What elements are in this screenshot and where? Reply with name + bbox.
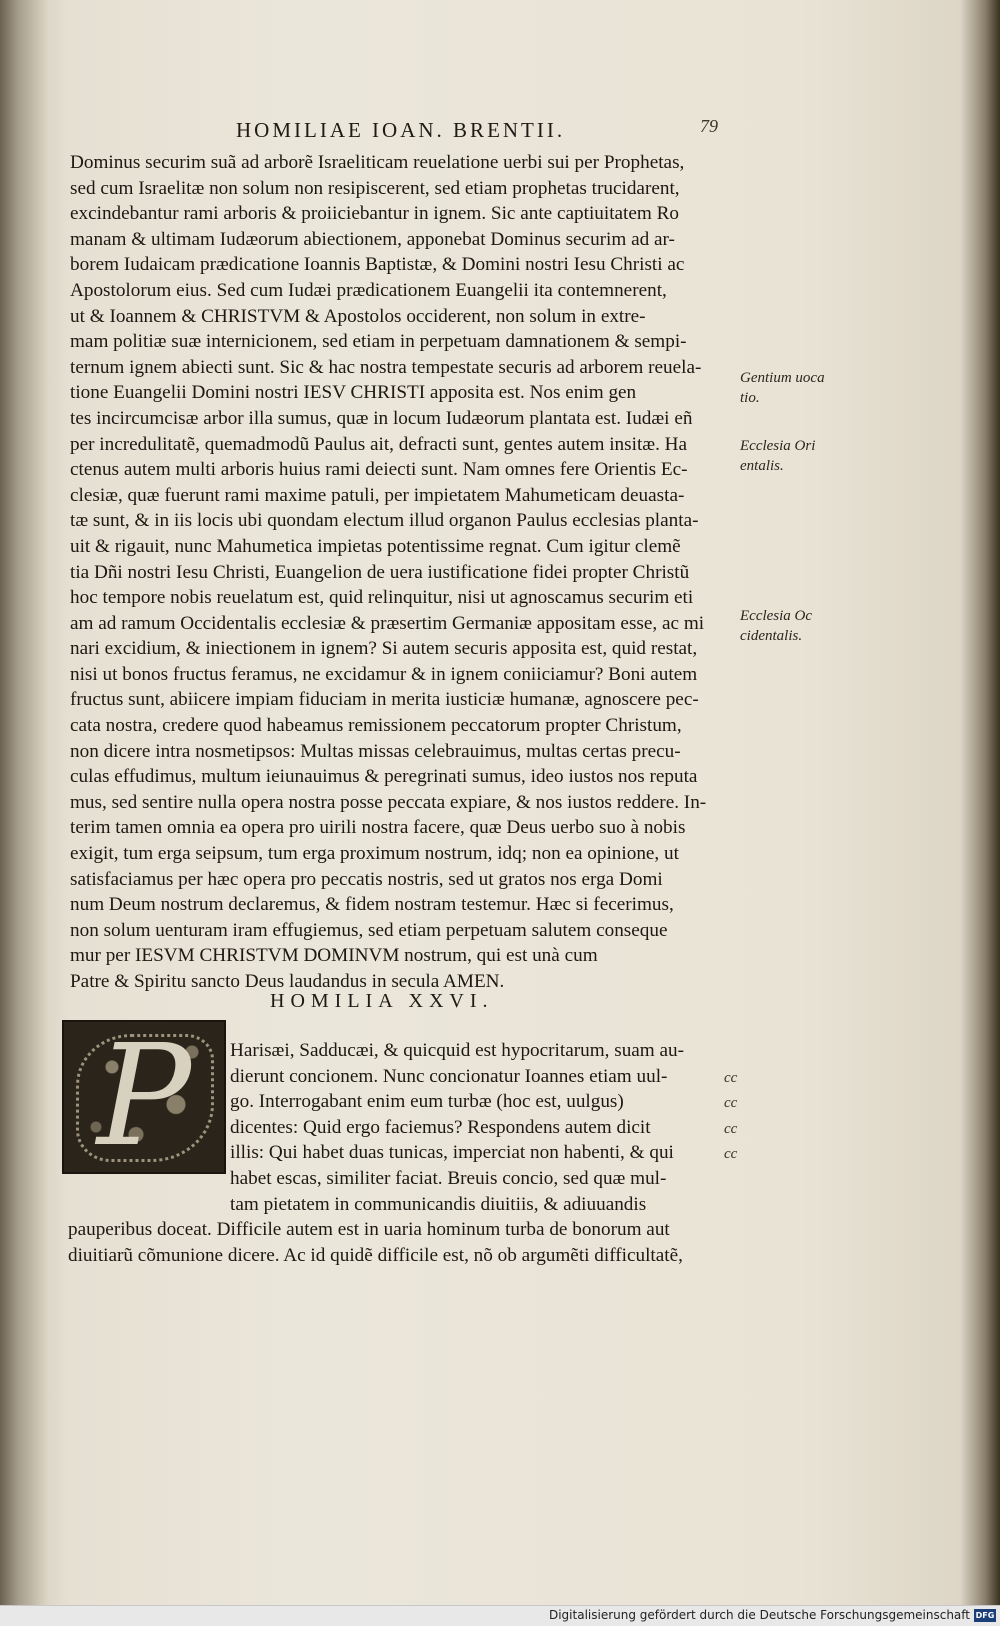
text-line: num Deum nostrum declaremus, & fidem nostram testemur. Hæc si fecerimus, xyxy=(70,894,674,916)
section-title: HOMILIA XXVI. xyxy=(270,990,494,1012)
text-line: ternum ignem abiecti sunt. Sic & hac nostra tempestate securis ad arborem reuela- xyxy=(70,356,702,378)
quote-mark: cc xyxy=(724,1069,738,1086)
text-line: Harisæi, Sadducæi, & quicquid est hypocritarum, suam au- xyxy=(230,1040,685,1061)
text-line: pauperibus doceat. Difficile autem est in uaria hominum turba de bonorum aut xyxy=(68,1219,670,1241)
text-line: tes incircumcisæ arbor illa sumus, quæ in locum Iudæorum plantata est. Iudæi eñ xyxy=(70,407,693,429)
text-line: Dominus securim suã ad arborẽ Israeliticam reuelatione uerbi sui per Prophetas, xyxy=(70,152,685,173)
margin-note-ecclesia-orientalis: Ecclesia Ori entalis. xyxy=(740,438,816,474)
text-line: culas effudimus, multum ieiunauimus & peregrinati sumus, ideo iustos nos reputa xyxy=(70,766,698,788)
text-line: mam politiæ suæ internicionem, sed etiam in perpetuam damnationem & sempi- xyxy=(70,331,687,353)
initial-letter: P xyxy=(96,1015,192,1178)
text-line: dicentes: Quid ergo faciemus? Respondens autem dicit xyxy=(230,1116,651,1138)
text-line: ctenus autem multi arboris huius rami deiecti sunt. Nam omnes fere Orientis Ec- xyxy=(70,459,688,481)
funding-notice: Digitalisierung gefördert durch die Deutsche Forschungsgemeinschaft xyxy=(548,1608,970,1622)
text-line: satisfaciamus per hæc opera pro peccatis nostris, sed ut gratos nos erga Domi xyxy=(70,868,663,890)
text-line: diuitiarũ cõmunione dicere. Ac id quidẽ difficile est, nõ ob argumẽti difficultatẽ, xyxy=(68,1244,683,1266)
text-line: go. Interrogabant enim eum turbæ (hoc est, uulgus) xyxy=(230,1091,624,1113)
text-line: ut & Ioannem & CHRISTVM & Apostolos occiderent, non solum in extre- xyxy=(70,305,646,327)
text-line: illis: Qui habet duas tunicas, imperciat non habenti, & qui xyxy=(230,1142,674,1164)
text-line: fructus sunt, abiicere impiam fiduciam in merita iusticiæ humanæ, agnoscere pec- xyxy=(70,689,699,711)
text-line: tia Dñi nostri Iesu Christi, Euangelion de uera iustificatione fidei propter Christũ xyxy=(70,561,690,583)
quotation-marks xyxy=(724,1040,737,1168)
margin-note-gentium: Gentium uoca tio. xyxy=(740,370,825,406)
text-line: exigit, tum erga seipsum, tum erga proximum nostrum, idq; non ea opinione, ut xyxy=(70,843,679,865)
text-line: hoc tempore nobis reuelatum est, quid relinquitur, nisi ut agnoscamus securim eti xyxy=(70,587,694,609)
page-gutter-shadow xyxy=(0,0,48,1625)
margin-note-ecclesia-occidentalis: Ecclesia Oc cidentalis. xyxy=(740,608,813,644)
text-line: terim tamen omnia ea opera pro uirili nostra facere, quæ Deus uerbo suo à nobis xyxy=(70,817,686,839)
text-line: Apostolorum eius. Sed cum Iudæi prædicationem Euangelii ita contemnerent, xyxy=(70,279,667,301)
text-line: mur per IESVM CHRISTVM DOMINVM nostrum, qui est unà cum xyxy=(70,945,598,967)
quote-mark: cc xyxy=(724,1095,738,1112)
text-line: Patre & Spiritu sancto Deus laudandus in secula AMEN. xyxy=(70,971,505,992)
main-text-block xyxy=(70,150,718,995)
text-line: manam & ultimam Iudæorum abiectionem, apponebat Dominus securim ad ar- xyxy=(70,228,675,250)
quote-mark: cc xyxy=(724,1120,738,1137)
text-line: excindebantur rami arboris & proiiciebantur in ignem. Sic ante captiuitatem Ro xyxy=(70,203,680,225)
text-line: non dicere intra nosmetipsos: Multas missas celebrauimus, multas certas precu- xyxy=(70,740,681,762)
text-line: per incredulitatẽ, quemadmodũ Paulus ait, defracti sunt, gentes autem insitæ. Ha xyxy=(70,433,688,455)
quote-mark: cc xyxy=(724,1146,738,1163)
footer-bar xyxy=(0,1605,1000,1626)
dfg-logo: DFG xyxy=(975,1611,995,1620)
text-line: non solum uenturam iram effugiemus, sed etiam perpetuam salutem conseque xyxy=(70,919,668,941)
homily-text-block xyxy=(68,1038,718,1268)
text-line: uit & rigauit, nunc Mahumetica impietas potentissime regnat. Cum igitur clemẽ xyxy=(70,535,681,557)
text-line: borem Iudaicam prædicatione Ioannis Baptistæ, & Domini nostri Iesu Christi ac xyxy=(70,254,685,276)
text-line: dierunt concionem. Nunc concionatur Ioannes etiam uul- xyxy=(230,1065,668,1087)
text-line: tione Euangelii Domini nostri IESV CHRISTI apposita est. Nos enim gen xyxy=(70,382,637,404)
text-line: am ad ramum Occidentalis ecclesiæ & præsertim Germaniæ appositam esse, ac mi xyxy=(70,612,705,634)
text-line: tæ sunt, & in iis locis ubi quondam electum illud organon Paulus ecclesias planta- xyxy=(70,510,699,532)
text-line: mus, sed sentire nulla opera nostra posse peccata expiare, & nos iustos reddere. In- xyxy=(70,791,707,813)
text-line: clesiæ, quæ fuerunt rami maxime patuli, per impietatem Mahumeticam deuasta- xyxy=(70,484,685,506)
text-line: cata nostra, credere quod habeamus remissionem peccatorum propter Christum, xyxy=(70,715,682,737)
text-line: sed cum Israelitæ non solum non resipiscerent, sed etiam prophetas trucidarent, xyxy=(70,177,680,199)
text-line: habet escas, similiter faciat. Breuis concio, sed quæ mul- xyxy=(230,1167,667,1189)
text-line: nisi ut bonos fructus feramus, ne excidamur & in ignem coniiciamur? Boni autem xyxy=(70,663,698,685)
folio-number: 79 xyxy=(700,116,718,136)
running-head: HOMILIAE IOAN. BRENTII. xyxy=(236,118,566,142)
text-line: nari excidium, & iniectionem in ignem? Si autem securis apposita est, quid restat, xyxy=(70,638,698,660)
text-line: tam pietatem in communicandis diuitiis, & adiuuandis xyxy=(230,1193,647,1215)
